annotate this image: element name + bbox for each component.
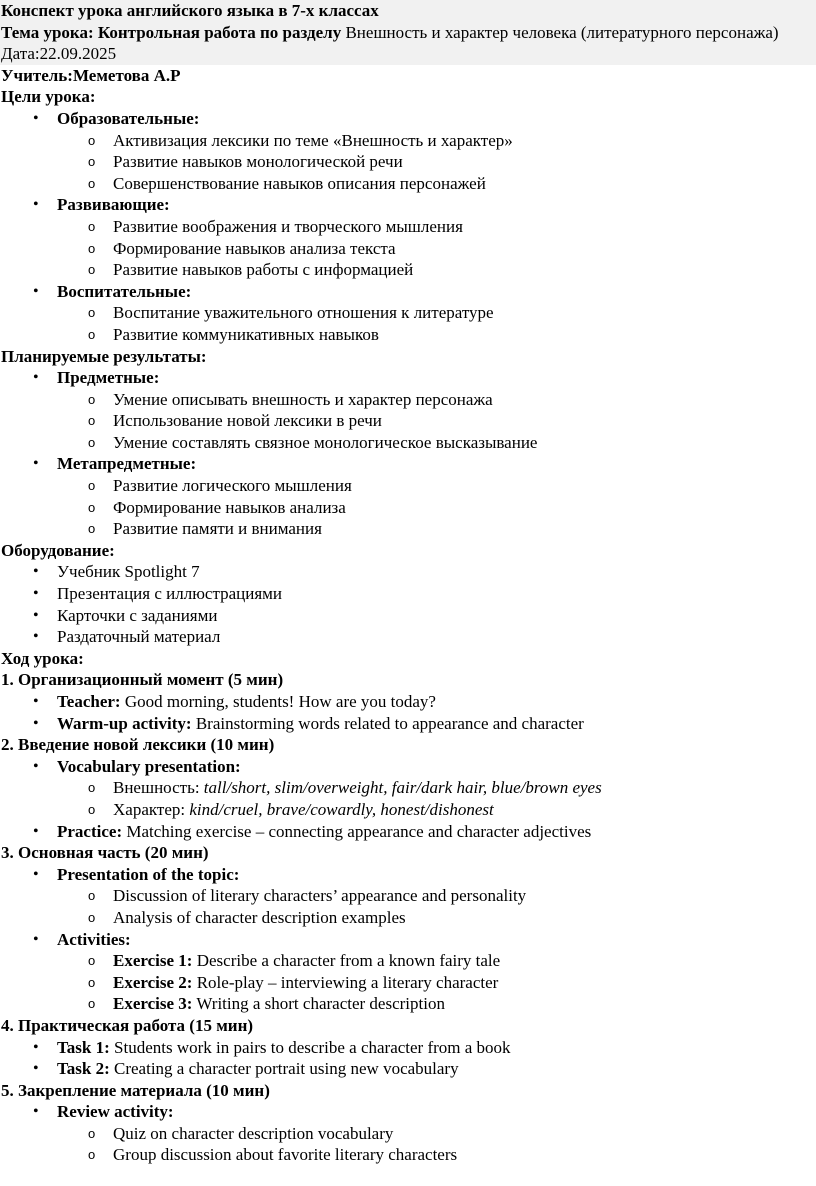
- list-item: • Practice: Matching exercise – connecting appearance and character adjectives: [1, 821, 812, 843]
- list-item: • Презентация с иллюстрациями: [1, 583, 812, 605]
- list-item: o Использование новой лексики в речи: [1, 410, 812, 432]
- section-3-list: [1, 864, 812, 1015]
- list-item: • Развивающие: o Развитие воображения и творческого мышления o Формирование навыков анализа текста o Развитие навыков работы с информацией: [1, 194, 812, 280]
- results-heading: Планируемые результаты:: [1, 346, 207, 366]
- list-item: • Review activity: o Quiz on character description vocabulary o Group discussion about favorite literary characters: [1, 1101, 812, 1166]
- document-title: Конспект урока английского языка в 7-х классах: [1, 1, 379, 20]
- list-item: • Task 1: Students work in pairs to describe a character from a book: [1, 1037, 812, 1059]
- list-item: o Совершенствование навыков описания персонажей: [1, 173, 812, 195]
- list-item: o Развитие логического мышления: [1, 475, 812, 497]
- lesson-header: [0, 0, 816, 65]
- list-item: • Vocabulary presentation: o Внешность: tall/short, slim/overweight, fair/dark hair, blue/brown eyes o Характер: kind/cruel, brave/cowardly, honest/dishonest: [1, 756, 812, 821]
- list-item: • Воспитательные: o Воспитание уважительного отношения к литературе o Развитие коммуникативных навыков: [1, 281, 812, 346]
- list-item: o Развитие навыков работы с информацией: [1, 259, 812, 281]
- list-item: o Развитие памяти и внимания: [1, 518, 812, 540]
- lesson-topic: Тема урока: Контрольная работа по разделу Внешность и характер человека (литературного персонажа): [1, 22, 779, 42]
- list-item: o Analysis of character description examples: [1, 907, 812, 929]
- section-1-heading: 1. Организационный момент (5 мин): [1, 670, 284, 690]
- list-item: • Метапредметные: o Развитие логического мышления o Формирование навыков анализа o Развитие памяти и внимания: [1, 453, 812, 539]
- list-item: • Учебник Spotlight 7: [1, 561, 812, 583]
- lesson-body: [0, 65, 816, 1166]
- list-item: o Exercise 1: Describe a character from a known fairy tale: [1, 950, 812, 972]
- list-item: o Развитие воображения и творческого мышления: [1, 216, 812, 238]
- lesson-flow-heading: Ход урока:: [1, 648, 84, 668]
- list-item: • Предметные: o Умение описывать внешность и характер персонажа o Использование новой лексики в речи o Умение составлять связное монологическое высказывание: [1, 367, 812, 453]
- list-item: • Раздаточный материал: [1, 626, 812, 648]
- list-item: o Воспитание уважительного отношения к литературе: [1, 302, 812, 324]
- list-item: • Teacher: Good morning, students! How are you today?: [1, 691, 812, 713]
- list-item: o Exercise 3: Writing a short character description: [1, 993, 812, 1015]
- section-5-heading: 5. Закрепление материала (10 мин): [1, 1080, 270, 1100]
- equipment-list: [1, 561, 812, 647]
- list-item: o Характер: kind/cruel, brave/cowardly, honest/dishonest: [1, 799, 812, 821]
- list-item: o Развитие коммуникативных навыков: [1, 324, 812, 346]
- list-item: • Activities: o Exercise 1: Describe a character from a known fairy tale o Exercise 2: Role-play – interviewing a literary character o Exercise 3: Writing a short character description: [1, 929, 812, 1015]
- list-item: o Активизация лексики по теме «Внешность и характер»: [1, 130, 812, 152]
- list-item: o Умение описывать внешность и характер персонажа: [1, 389, 812, 411]
- lesson-date: Дата:22.09.2025: [1, 44, 117, 64]
- list-item: o Формирование навыков анализа: [1, 497, 812, 519]
- teacher-line: Учитель:Меметова А.Р: [1, 65, 181, 85]
- list-item: • Карточки с заданиями: [1, 605, 812, 627]
- list-item: o Развитие навыков монологической речи: [1, 151, 812, 173]
- list-item: o Умение составлять связное монологическое высказывание: [1, 432, 812, 454]
- list-item: • Warm-up activity: Brainstorming words related to appearance and character: [1, 713, 812, 735]
- list-item: o Внешность: tall/short, slim/overweight, fair/dark hair, blue/brown eyes: [1, 777, 812, 799]
- list-item: o Group discussion about favorite literary characters: [1, 1144, 812, 1166]
- section-2-heading: 2. Введение новой лексики (10 мин): [1, 735, 275, 755]
- list-item: o Формирование навыков анализа текста: [1, 238, 812, 260]
- list-item: • Presentation of the topic: o Discussion of literary characters’ appearance and personality o Analysis of character description examples: [1, 864, 812, 929]
- list-item: o Discussion of literary characters’ appearance and personality: [1, 885, 812, 907]
- section-4-list: [1, 1037, 812, 1080]
- goals-list: [1, 108, 812, 346]
- equipment-heading: Оборудование:: [1, 540, 115, 560]
- section-1-list: [1, 691, 812, 734]
- list-item: • Task 2: Creating a character portrait using new vocabulary: [1, 1058, 812, 1080]
- section-4-heading: 4. Практическая работа (15 мин): [1, 1015, 254, 1035]
- section-3-heading: 3. Основная часть (20 мин): [1, 843, 209, 863]
- results-list: [1, 367, 812, 540]
- section-2-list: [1, 756, 812, 842]
- list-item: o Quiz on character description vocabulary: [1, 1123, 812, 1145]
- goals-heading: Цели урока:: [1, 87, 96, 107]
- list-item: o Exercise 2: Role-play – interviewing a literary character: [1, 972, 812, 994]
- section-5-list: [1, 1101, 812, 1166]
- list-item: • Образовательные: o Активизация лексики по теме «Внешность и характер» o Развитие навыков монологической речи o Совершенствование навыков описания персонажей: [1, 108, 812, 194]
